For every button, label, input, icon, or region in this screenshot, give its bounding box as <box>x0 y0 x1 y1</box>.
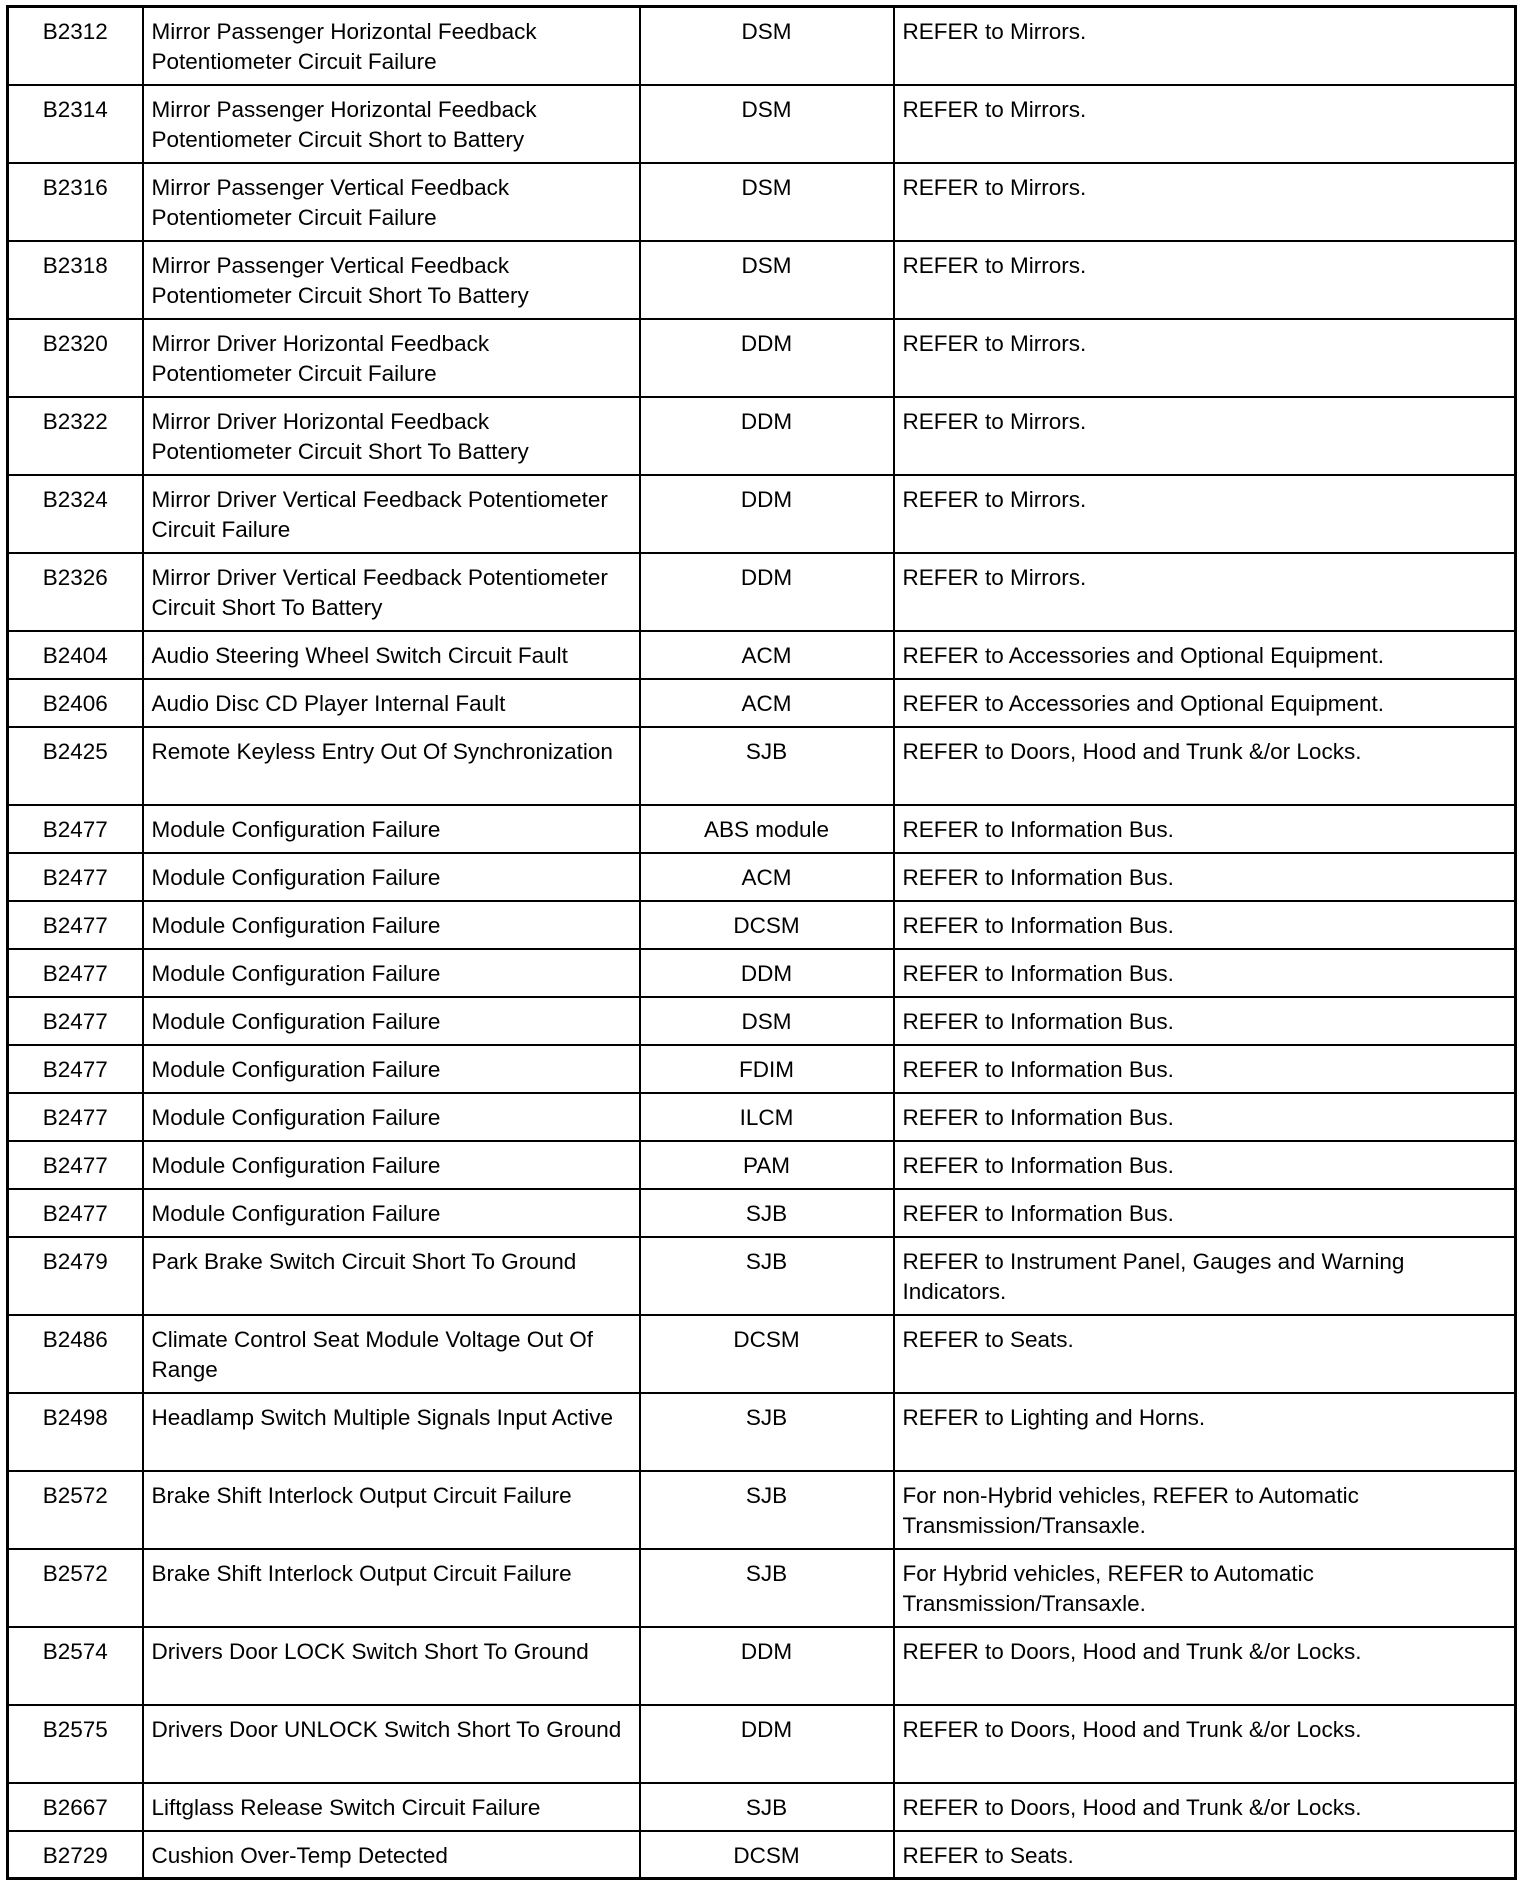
module-name: DDM <box>640 1705 894 1783</box>
table-row <box>8 997 1516 1045</box>
dtc-code: B2667 <box>8 1783 143 1831</box>
dtc-description: Mirror Passenger Horizontal Feedback Potentiometer Circuit Short to Battery <box>143 85 640 163</box>
table-row <box>8 901 1516 949</box>
dtc-code: B2406 <box>8 679 143 727</box>
dtc-code: B2477 <box>8 901 143 949</box>
dtc-description: Mirror Driver Horizontal Feedback Potentiometer Circuit Failure <box>143 319 640 397</box>
dtc-code: B2477 <box>8 997 143 1045</box>
dtc-code: B2324 <box>8 475 143 553</box>
dtc-description: Module Configuration Failure <box>143 1189 640 1237</box>
module-name: DCSM <box>640 901 894 949</box>
action-text: For non-Hybrid vehicles, REFER to Automatic Transmission/Transaxle. <box>894 1471 1516 1549</box>
action-text: REFER to Mirrors. <box>894 241 1516 319</box>
module-name: DSM <box>640 997 894 1045</box>
dtc-code: B2477 <box>8 1141 143 1189</box>
table-row <box>8 949 1516 997</box>
table-row <box>8 397 1516 475</box>
dtc-description: Mirror Driver Horizontal Feedback Potentiometer Circuit Short To Battery <box>143 397 640 475</box>
module-name: ACM <box>640 853 894 901</box>
module-name: SJB <box>640 1471 894 1549</box>
dtc-description: Module Configuration Failure <box>143 1093 640 1141</box>
table-row <box>8 1705 1516 1783</box>
action-text: REFER to Accessories and Optional Equipment. <box>894 631 1516 679</box>
module-name: SJB <box>640 1783 894 1831</box>
dtc-description: Mirror Passenger Vertical Feedback Potentiometer Circuit Short To Battery <box>143 241 640 319</box>
table-row <box>8 1189 1516 1237</box>
table-row <box>8 1237 1516 1315</box>
dtc-description: Audio Disc CD Player Internal Fault <box>143 679 640 727</box>
action-text: REFER to Mirrors. <box>894 85 1516 163</box>
dtc-description: Module Configuration Failure <box>143 901 640 949</box>
dtc-code: B2404 <box>8 631 143 679</box>
module-name: DSM <box>640 241 894 319</box>
action-text: REFER to Mirrors. <box>894 553 1516 631</box>
table-row <box>8 1627 1516 1705</box>
action-text: REFER to Mirrors. <box>894 319 1516 397</box>
action-text: REFER to Accessories and Optional Equipment. <box>894 679 1516 727</box>
dtc-code: B2477 <box>8 853 143 901</box>
table-row <box>8 7 1516 85</box>
dtc-description: Mirror Driver Vertical Feedback Potentiometer Circuit Failure <box>143 475 640 553</box>
table-row <box>8 805 1516 853</box>
module-name: SJB <box>640 1237 894 1315</box>
action-text: REFER to Information Bus. <box>894 805 1516 853</box>
table-row <box>8 85 1516 163</box>
action-text: REFER to Information Bus. <box>894 901 1516 949</box>
table-row <box>8 163 1516 241</box>
module-name: DDM <box>640 319 894 397</box>
action-text: REFER to Doors, Hood and Trunk &/or Locks. <box>894 1783 1516 1831</box>
module-name: ABS module <box>640 805 894 853</box>
action-text: REFER to Doors, Hood and Trunk &/or Locks. <box>894 1627 1516 1705</box>
dtc-code: B2477 <box>8 805 143 853</box>
module-name: ACM <box>640 631 894 679</box>
module-name: SJB <box>640 1393 894 1471</box>
dtc-code: B2479 <box>8 1237 143 1315</box>
table-row <box>8 1783 1516 1831</box>
module-name: DDM <box>640 397 894 475</box>
module-name: PAM <box>640 1141 894 1189</box>
dtc-code: B2486 <box>8 1315 143 1393</box>
action-text: REFER to Lighting and Horns. <box>894 1393 1516 1471</box>
module-name: DCSM <box>640 1831 894 1879</box>
dtc-description: Brake Shift Interlock Output Circuit Failure <box>143 1471 640 1549</box>
dtc-description: Module Configuration Failure <box>143 1045 640 1093</box>
dtc-description: Module Configuration Failure <box>143 1141 640 1189</box>
table-row <box>8 1045 1516 1093</box>
module-name: SJB <box>640 1549 894 1627</box>
module-name: DDM <box>640 553 894 631</box>
dtc-code: B2318 <box>8 241 143 319</box>
table-row <box>8 1471 1516 1549</box>
dtc-description: Module Configuration Failure <box>143 997 640 1045</box>
table-row <box>8 1831 1516 1879</box>
dtc-description: Mirror Passenger Horizontal Feedback Potentiometer Circuit Failure <box>143 7 640 85</box>
action-text: REFER to Information Bus. <box>894 1045 1516 1093</box>
action-text: REFER to Seats. <box>894 1315 1516 1393</box>
dtc-description: Drivers Door LOCK Switch Short To Ground <box>143 1627 640 1705</box>
action-text: REFER to Information Bus. <box>894 853 1516 901</box>
module-name: DSM <box>640 85 894 163</box>
dtc-code: B2477 <box>8 1093 143 1141</box>
dtc-code: B2572 <box>8 1549 143 1627</box>
dtc-code: B2316 <box>8 163 143 241</box>
action-text: REFER to Instrument Panel, Gauges and Warning Indicators. <box>894 1237 1516 1315</box>
action-text: REFER to Information Bus. <box>894 1093 1516 1141</box>
table-row <box>8 631 1516 679</box>
action-text: REFER to Mirrors. <box>894 7 1516 85</box>
dtc-table <box>6 5 1517 1880</box>
dtc-code: B2322 <box>8 397 143 475</box>
dtc-code: B2498 <box>8 1393 143 1471</box>
dtc-description: Cushion Over-Temp Detected <box>143 1831 640 1879</box>
dtc-description: Brake Shift Interlock Output Circuit Failure <box>143 1549 640 1627</box>
module-name: SJB <box>640 1189 894 1237</box>
module-name: DCSM <box>640 1315 894 1393</box>
module-name: DSM <box>640 7 894 85</box>
dtc-code: B2729 <box>8 1831 143 1879</box>
table-row <box>8 319 1516 397</box>
action-text: REFER to Mirrors. <box>894 397 1516 475</box>
table-row <box>8 1093 1516 1141</box>
dtc-description: Park Brake Switch Circuit Short To Ground <box>143 1237 640 1315</box>
action-text: REFER to Doors, Hood and Trunk &/or Locks. <box>894 727 1516 805</box>
action-text: REFER to Information Bus. <box>894 949 1516 997</box>
dtc-code: B2572 <box>8 1471 143 1549</box>
action-text: REFER to Information Bus. <box>894 1141 1516 1189</box>
dtc-description: Climate Control Seat Module Voltage Out Of Range <box>143 1315 640 1393</box>
table-row <box>8 475 1516 553</box>
table-row <box>8 1549 1516 1627</box>
action-text: REFER to Mirrors. <box>894 475 1516 553</box>
table-row <box>8 679 1516 727</box>
action-text: REFER to Seats. <box>894 1831 1516 1879</box>
table-row <box>8 727 1516 805</box>
table-row <box>8 553 1516 631</box>
dtc-description: Remote Keyless Entry Out Of Synchronization <box>143 727 640 805</box>
table-row <box>8 1393 1516 1471</box>
dtc-code: B2425 <box>8 727 143 805</box>
dtc-description: Headlamp Switch Multiple Signals Input Active <box>143 1393 640 1471</box>
dtc-code: B2477 <box>8 949 143 997</box>
dtc-description: Module Configuration Failure <box>143 853 640 901</box>
action-text: REFER to Mirrors. <box>894 163 1516 241</box>
module-name: DDM <box>640 1627 894 1705</box>
dtc-description: Module Configuration Failure <box>143 805 640 853</box>
dtc-code: B2575 <box>8 1705 143 1783</box>
action-text: For Hybrid vehicles, REFER to Automatic Transmission/Transaxle. <box>894 1549 1516 1627</box>
module-name: DSM <box>640 163 894 241</box>
module-name: ILCM <box>640 1093 894 1141</box>
table-row <box>8 241 1516 319</box>
dtc-code: B2477 <box>8 1189 143 1237</box>
module-name: ACM <box>640 679 894 727</box>
module-name: DDM <box>640 949 894 997</box>
dtc-description: Audio Steering Wheel Switch Circuit Fault <box>143 631 640 679</box>
dtc-code: B2312 <box>8 7 143 85</box>
dtc-table-body <box>8 7 1516 1879</box>
table-row <box>8 1141 1516 1189</box>
dtc-description: Mirror Driver Vertical Feedback Potentiometer Circuit Short To Battery <box>143 553 640 631</box>
dtc-code: B2326 <box>8 553 143 631</box>
dtc-code: B2574 <box>8 1627 143 1705</box>
module-name: DDM <box>640 475 894 553</box>
dtc-code: B2477 <box>8 1045 143 1093</box>
dtc-code: B2314 <box>8 85 143 163</box>
dtc-description: Liftglass Release Switch Circuit Failure <box>143 1783 640 1831</box>
table-row <box>8 853 1516 901</box>
dtc-description: Module Configuration Failure <box>143 949 640 997</box>
action-text: REFER to Doors, Hood and Trunk &/or Locks. <box>894 1705 1516 1783</box>
dtc-description: Drivers Door UNLOCK Switch Short To Ground <box>143 1705 640 1783</box>
action-text: REFER to Information Bus. <box>894 997 1516 1045</box>
module-name: FDIM <box>640 1045 894 1093</box>
action-text: REFER to Information Bus. <box>894 1189 1516 1237</box>
module-name: SJB <box>640 727 894 805</box>
table-row <box>8 1315 1516 1393</box>
dtc-description: Mirror Passenger Vertical Feedback Potentiometer Circuit Failure <box>143 163 640 241</box>
dtc-code: B2320 <box>8 319 143 397</box>
